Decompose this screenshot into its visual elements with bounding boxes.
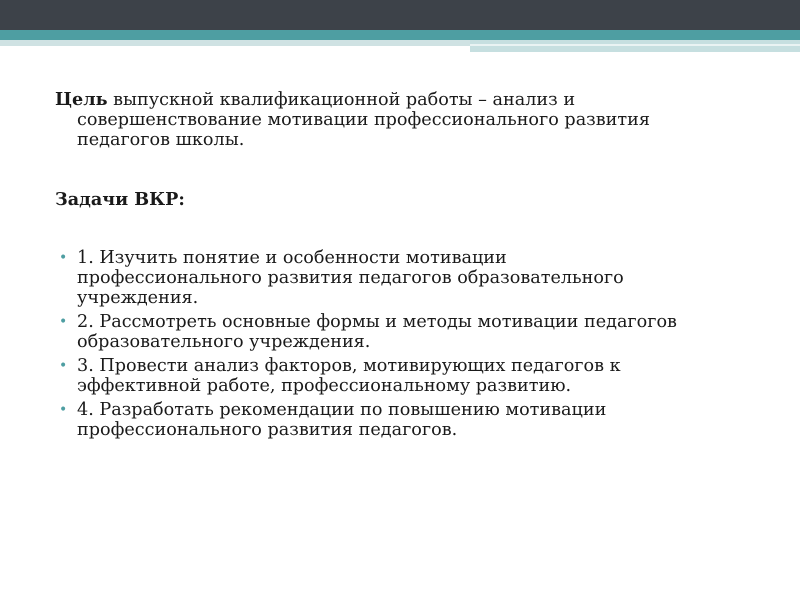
goal-label: Цель	[55, 89, 108, 110]
header-stripe-teal	[0, 30, 800, 40]
tasks-heading: Задачи ВКР:	[55, 189, 185, 210]
goal-paragraph	[55, 90, 755, 150]
task-1-line-3: учреждения.	[77, 288, 199, 308]
task-1-line-2: профессионального развития педагогов образовательного	[77, 268, 624, 288]
header-stripe-light-right	[470, 40, 800, 52]
task-3-line-2: эффективной работе, профессиональному развитию.	[77, 376, 572, 396]
task-2-line-2: образовательного учреждения.	[77, 332, 371, 352]
task-1-line-1: 1. Изучить понятие и особенности мотивации	[77, 248, 507, 268]
task-4-line-1: 4. Разработать рекомендации по повышению мотивации	[77, 400, 607, 420]
slide-content	[55, 90, 755, 444]
bullet-icon: •	[59, 402, 68, 418]
goal-line-3: педагогов школы.	[77, 130, 245, 150]
task-2-line-1: 2. Рассмотреть основные формы и методы мотивации педагогов	[77, 312, 677, 332]
task-4-line-2: профессионального развития педагогов.	[77, 420, 458, 440]
task-item-3	[55, 356, 755, 396]
bullet-icon: •	[59, 250, 68, 266]
goal-line-1: выпускной квалификационной работы – анализ и	[107, 90, 576, 110]
task-3-line-1: 3. Провести анализ факторов, мотивирующих педагогов к	[77, 356, 621, 376]
header-bar	[0, 0, 800, 30]
header-stripe-light-left	[0, 40, 470, 46]
tasks-list	[55, 248, 755, 440]
bullet-icon: •	[59, 314, 68, 330]
header-stripe-thin	[470, 44, 800, 46]
goal-line-2: совершенствование мотивации профессионального развития	[77, 110, 650, 130]
task-item-1	[55, 248, 755, 308]
task-item-4	[55, 400, 755, 440]
bullet-icon: •	[59, 358, 68, 374]
task-item-2	[55, 312, 755, 352]
